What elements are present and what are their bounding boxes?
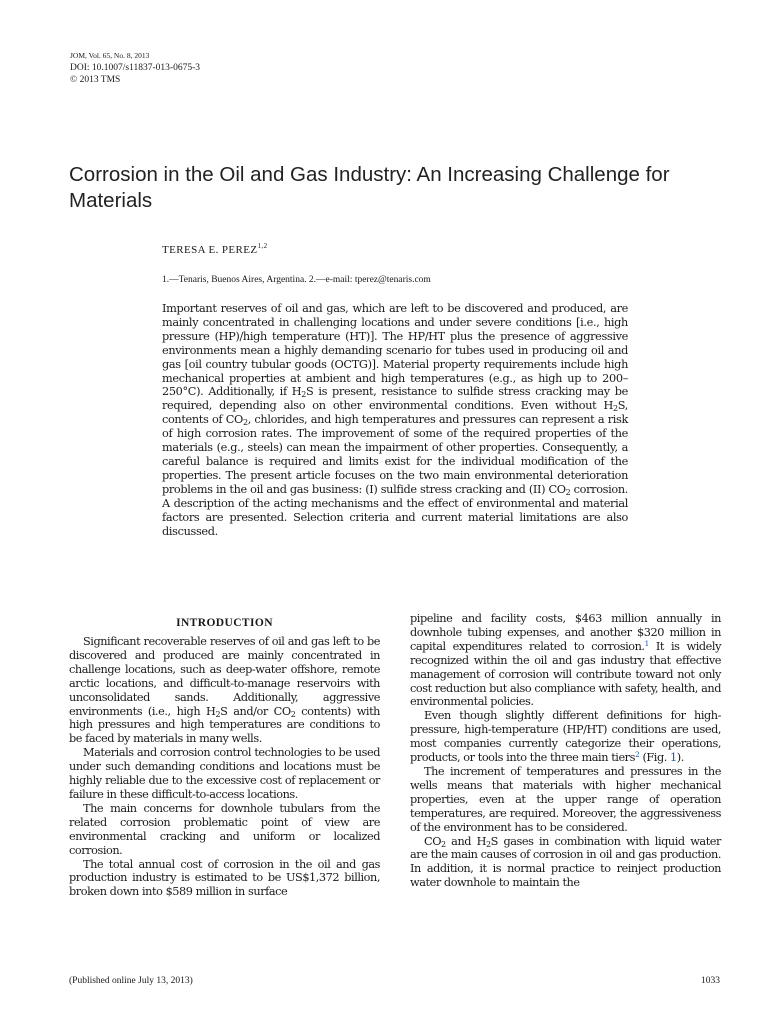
- figure-link[interactable]: 1: [670, 751, 677, 765]
- author-name: TERESA E. PEREZ: [162, 244, 258, 256]
- journal-info: [70, 50, 370, 86]
- doi[interactable]: DOI: 10.1007/s11837-013-0675-3: [70, 63, 200, 73]
- left-column: [69, 612, 380, 899]
- abstract: Important reserves of oil and gas, which are left to be discovered and produced, are mainly concentrated in challenging locations and under severe conditions [i.e., high pressure (HP)/high temperature (HT)]. The HP/HT plus the presence of aggressive environments mean a highly demanding scenario for tubes used in producing oil and gas [oil country tubular goods (OCTG)]. Material property requirements include high mechanical properties at ambient and high temperatures (e.g., as high up to 200–250°C). Additionally, if $H_2S$ is present, resistance to sulfide stress cracking may be required, depending also on other environmental conditions. Even without $H_2S$, contents of $CO_2$, chlorides, and high temperatures and pressures can represent a risk of high corrosion rates. The improvement of some of the required properties of the materials (e.g., steels) can mean the impairment of other properties. Consequently, a careful balance is required and limits exist for the individual modification of the properties. The present article focuses on the two main environmental deterioration problems in the oil and gas business: (I) sulfide stress cracking and (II) $CO_2$ corrosion. A description of the acting mechanisms and the effect of environmental and material factors are presented. Selection criteria and current material limitations are also discussed.: [162, 302, 628, 538]
- article-title: Corrosion in the Oil and Gas Industry: An Increasing Challenge for Materials: [69, 163, 670, 212]
- paragraph: The increment of temperatures and pressures in the wells means that materials with higher mechanical properties, even at the upper range of operation temperatures, are required. Moreover, the aggressiveness of the environment has to be considered.: [410, 764, 721, 834]
- paragraph: The total annual cost of corrosion in the oil and gas production industry is estimated to be US$1,372 billion, broken down into $589 million in surface: [69, 857, 380, 899]
- published-date: (Published online July 13, 2013): [69, 976, 193, 986]
- reference-link[interactable]: 1: [644, 638, 649, 648]
- affiliation: 1.—Tenaris, Buenos Aires, Argentina. 2.—e-mail: tperez@tenaris.com: [162, 275, 431, 285]
- right-column: [410, 612, 721, 890]
- journal-citation: JOM, Vol. 65, No. 8, 2013: [70, 51, 150, 60]
- author-affiliation-marks: 1,2: [257, 242, 268, 250]
- page-number: 1033: [701, 976, 720, 986]
- paragraph: Even though slightly different definitions for high-pressure, high-temperature (HP/HT) conditions are used, most companies currently categorize their operations, products, or tools into the three main tiers$^2$ (Fig. 1).: [410, 709, 721, 765]
- author: [162, 242, 267, 256]
- copyright: © 2013 TMS: [70, 75, 121, 85]
- paragraph: Significant recoverable reserves of oil and gas left to be discovered and produced are mainly concentrated in challenge locations, such as deep-water offshore, remote arctic locations, and difficult-to-manage reservoirs with unconsolidated sands. Additionally, aggressive environments (i.e., high $H_2S$ and/or $CO_2$ contents) with high pressures and high temperatures are conditions to be faced by materials in many wells.: [69, 635, 380, 746]
- paragraph: The main concerns for downhole tubulars from the related corrosion problematic point of view are environmental cracking and uniform or localized corrosion.: [69, 801, 380, 857]
- paragraph: Materials and corrosion control technologies to be used under such demanding conditions and locations must be highly reliable due to the excessive cost of replacement or failure in these difficult-to-access locations.: [69, 746, 380, 801]
- paragraph: pipeline and facility costs, $463 million annually in downhole tubing expenses, and another $320 million in capital expenditures related to corrosion.$^1$ It is widely recognized within the oil and gas industry that effective management of corrosion will contribute toward not only cost reduction but also compliance with safety, health, and environmental policies.: [410, 612, 721, 709]
- paragraph: $CO_2$ and $H_2S$ gases in combination with liquid water are the main causes of corrosion in oil and gas production. In addition, it is normal practice to reinject production water downhole to maintain the: [410, 834, 721, 890]
- reference-link[interactable]: 2: [634, 750, 640, 760]
- section-heading-introduction: INTRODUCTION: [176, 617, 273, 629]
